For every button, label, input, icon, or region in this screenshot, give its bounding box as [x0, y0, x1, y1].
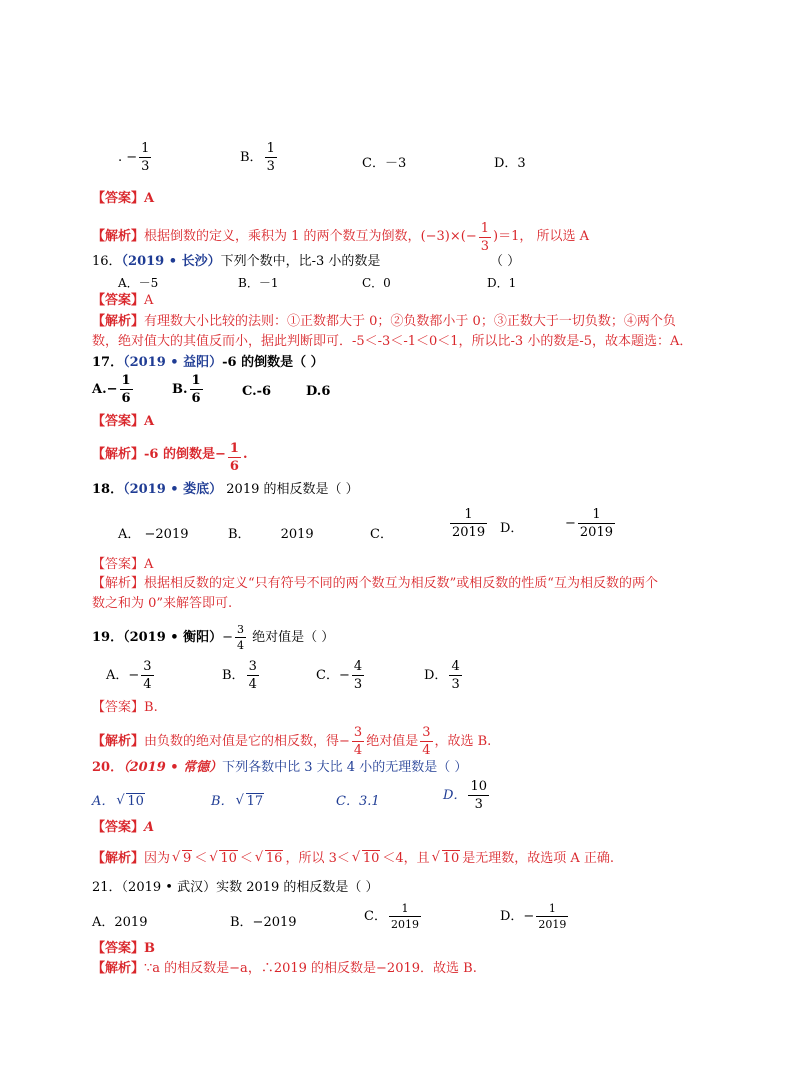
q18-stem: 18．（2019 • 娄底） 2019 的相反数是（ ） — [92, 482, 359, 497]
q18-option-d-label: D． — [500, 521, 524, 536]
q16-analysis-line1: 【解析】有理数大小比较的法则：①正数都大于 0；②负数都小于 0；③正数大于一切负数；④两个负 — [92, 314, 676, 329]
q19-option-d: D． $\frac{4}{3}$ — [424, 659, 460, 692]
q19-answer: 【答案】B. — [92, 700, 158, 715]
q20-option-c: C．3.1 — [336, 794, 380, 809]
q20-answer: 【答案】A — [92, 820, 155, 835]
q21-answer: 【答案】B — [92, 941, 156, 956]
q18-option-c: $\frac{1}{2019}$ — [452, 507, 486, 540]
q17-stem: 17．（2019 • 益阳）-6 的倒数是（ ） — [92, 355, 324, 370]
q18-analysis-line1: 【解析】根据相反数的定义“只有符号不同的两个数互为相反数”或相反数的性质“互为相反数的两个 — [92, 576, 658, 591]
q16-option-c: C．0 — [362, 276, 391, 290]
q16-option-b: B．－1 — [238, 276, 279, 290]
q17-analysis: 【解析】-6 的倒数是− $\frac{1}{6}$ . — [92, 441, 248, 474]
q15-option-a: . − $\frac{1}{3}$ — [118, 141, 150, 174]
q21-stem: 21．（2019 • 武汉）实数 2019 的相反数是（ ） — [92, 880, 379, 895]
q15-option-c: C．－3 — [362, 156, 407, 171]
q19-option-b: B． $\frac{3}{4}$ — [222, 659, 257, 692]
q16-option-a: A．－5 — [118, 276, 159, 290]
q17-option-d: D.6 — [306, 384, 331, 399]
q16-option-d: D．1 — [487, 276, 517, 290]
q20-option-a: A．√ 10 — [92, 790, 147, 809]
q17-option-b: B. $\frac{1}{6}$ — [172, 373, 201, 406]
q21-option-d: D．− $\frac{1}{2019}$ — [500, 902, 567, 931]
q20-option-d: D． $\frac{10}{3}$ — [443, 779, 487, 812]
q20-stem: 20．（2019 • 常德）下列各数中比 3 大比 4 小的无理数是（ ） — [92, 760, 468, 775]
q16-stem: 16．（2019 • 长沙）下列个数中，比-3 小的数是 — [92, 254, 381, 269]
q18-option-b: B． 2019 — [228, 527, 314, 542]
q20-analysis: 【解析】因为√ 9 ＜√ 10 ＜√ 16 ，所以 3＜√ 10 ＜4，且√ 10 是无理数，故选项 A 正确. — [92, 851, 614, 867]
q16-paren: （ ） — [490, 254, 521, 269]
q15-analysis: 【解析】根据倒数的定义，乘积为 1 的两个数互为倒数，(−3)×(− $\frac{1}{3}$ )＝1， 所以选 A — [92, 221, 590, 254]
q18-analysis-line2: 数之和为 0”来解答即可. — [92, 596, 233, 611]
q17-option-a: A.− $\frac{1}{6}$ — [92, 373, 131, 406]
q15-option-d: D．3 — [494, 156, 526, 171]
q20-option-b: B．√ 17 — [211, 790, 266, 809]
q18-option-d: − $\frac{1}{2019}$ — [565, 507, 613, 540]
q18-option-a: A． −2019 — [118, 527, 189, 542]
q18-answer: 【答案】A — [92, 557, 154, 572]
q21-option-a: A．2019 — [92, 915, 148, 930]
q15-answer: 【答案】A — [92, 191, 155, 206]
q17-option-c: C.-6 — [242, 384, 272, 399]
q18-option-c-label: C． — [370, 527, 393, 542]
q19-option-c: C．− $\frac{4}{3}$ — [316, 659, 363, 692]
q15-option-b: B． $\frac{1}{3}$ — [240, 141, 275, 174]
q17-answer: 【答案】A — [92, 414, 155, 429]
q16-analysis-line2: 数，绝对值大的其值反而小，据此判断即可．-5＜-3＜-1＜0＜1，所以比-3 小的数是-5，故本题选：A． — [92, 334, 693, 349]
q21-option-c: C． $\frac{1}{2019}$ — [364, 902, 419, 931]
q21-analysis: 【解析】∵a 的相反数是−a，∴2019 的相反数是−2019．故选 B. — [92, 961, 477, 976]
q21-option-b: B．−2019 — [230, 915, 297, 930]
q19-stem: 19．（2019 • 衡阳）− $\frac{3}{4}$ 绝对值是（ ） — [92, 623, 335, 652]
q19-option-a: A．− $\frac{3}{4}$ — [106, 659, 152, 692]
q16-answer: 【答案】A — [92, 293, 154, 308]
q19-analysis: 【解析】由负数的绝对值是它的相反数，得− $\frac{3}{4}$ 绝对值是 $\frac{3}{4}$ ，故选 B. — [92, 725, 492, 758]
